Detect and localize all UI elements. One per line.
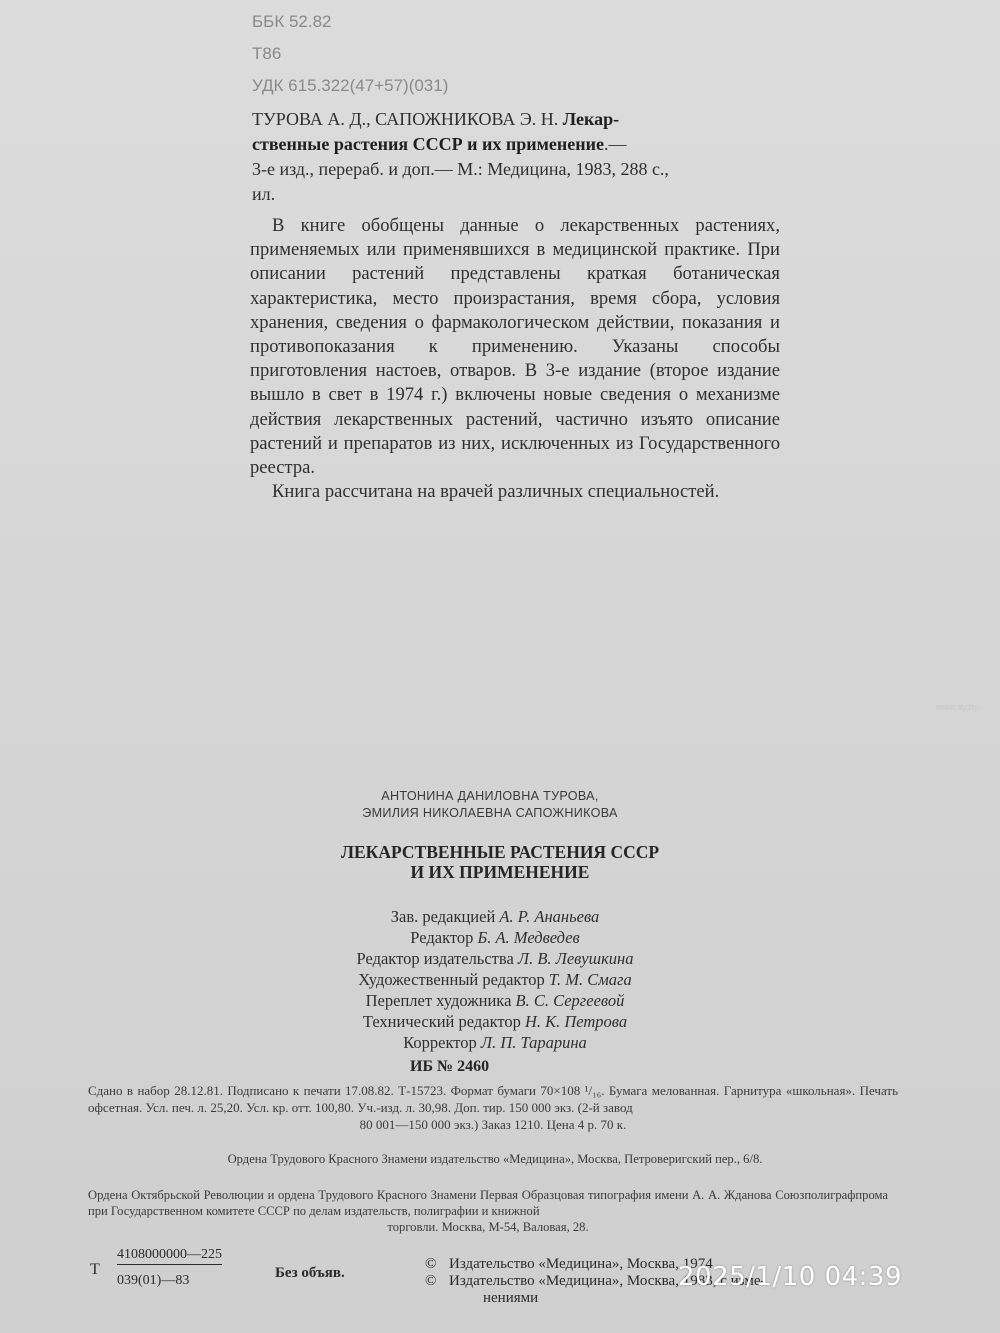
book-title-line-2: И ИХ ПРИМЕНЕНИЕ bbox=[410, 862, 590, 882]
ib-number: ИБ № 2460 bbox=[410, 1058, 490, 1075]
printer-info-end: торговли. Москва, М-54, Валовая, 28. bbox=[387, 1220, 589, 1234]
biblio-title-dash: .— bbox=[603, 134, 627, 154]
bibliographic-entry bbox=[252, 107, 787, 207]
copyright-text-2-end: нениями bbox=[483, 1290, 539, 1306]
author-1: АНТОНИНА ДАНИЛОВНА ТУРОВА, bbox=[381, 789, 599, 803]
printer-info-main: Ордена Октябрьской Революции и ордена Трудового Красного Знамени Первая Образцовая типография имени А. А. Жданова Союзполиграфпрома при Государственном комитете СССР по делам издательств, полиграфии и книжной bbox=[88, 1188, 888, 1218]
staff-name: Б. А. Медведев bbox=[477, 928, 580, 947]
classification-codes bbox=[252, 6, 448, 102]
book-title bbox=[290, 842, 710, 882]
staff-name: В. С. Сергеевой bbox=[515, 991, 625, 1010]
print-details bbox=[88, 1082, 898, 1133]
staff-role: Редактор bbox=[410, 928, 474, 947]
biblio-illustrations: ил. bbox=[252, 184, 276, 204]
biblio-title-part2: ственные растения СССР и их применение bbox=[252, 134, 604, 154]
site-watermark: www.ay.by bbox=[936, 702, 979, 712]
copyright-icon: © bbox=[425, 1256, 437, 1272]
staff-role: Технический редактор bbox=[362, 1012, 521, 1031]
staff-row bbox=[305, 1011, 685, 1032]
staff-role: Художественный редактор bbox=[358, 970, 545, 989]
staff-row bbox=[305, 927, 685, 948]
print-details-line-1: Сдано в набор 28.12.81. Подписано к печати 17.08.82. Т-15723. Формат бумаги 70×108 ¹/₁₆. Бумага мелованная. Гарнитура «школьная». Печать офсетная. Усл. печ. л. 25,20. Усл. кр. отт. 100,80. Уч.-изд. л. 30,98. Доп. тир. 150 000 экз. (2-й завод bbox=[88, 1083, 898, 1115]
staff-name: А. Р. Ананьева bbox=[499, 907, 600, 926]
staff-row bbox=[305, 1032, 685, 1053]
annotation-paragraph-2: Книга рассчитана на врачей различных специальностей. bbox=[272, 481, 720, 503]
photo-timestamp: 2025/1/10 04:39 bbox=[678, 1262, 903, 1292]
staff-role: Корректор bbox=[403, 1033, 477, 1052]
annotation bbox=[250, 214, 780, 504]
biblio-edition: 3-е изд., перераб. и доп.— М.: Медицина, 1983, 288 с., bbox=[252, 159, 669, 179]
biblio-authors: ТУРОВА А. Д., САПОЖНИКОВА Э. Н. bbox=[252, 109, 559, 129]
udk-code: УДК 615.322(47+57)(031) bbox=[252, 76, 449, 95]
staff-role: Зав. редакцией bbox=[390, 907, 496, 926]
staff-name: Т. М. Смага bbox=[548, 970, 632, 989]
author-names bbox=[300, 788, 680, 822]
copyright-icon: © bbox=[425, 1273, 437, 1289]
staff-name: Л. П. Тарарина bbox=[480, 1033, 587, 1052]
printer-info bbox=[88, 1187, 888, 1235]
print-details-line-2: 80 001—150 000 экз.) Заказ 1210. Цена 4 р. 70 к. bbox=[359, 1117, 627, 1132]
fraction-letter: Т bbox=[90, 1261, 100, 1278]
staff-role: Редактор издательства bbox=[356, 949, 514, 968]
staff-list bbox=[305, 906, 685, 1053]
copyright-text-1: Издательство «Медицина», Москва, 1974 bbox=[449, 1256, 713, 1272]
biblio-title-part1: Лекар- bbox=[562, 109, 620, 129]
publisher-info: Ордена Трудового Красного Знамени издательство «Медицина», Москва, Петроверигский пер., 6/8. bbox=[227, 1152, 763, 1166]
t-code: Т86 bbox=[252, 44, 282, 63]
staff-name: Н. К. Петрова bbox=[525, 1012, 628, 1031]
staff-row bbox=[305, 906, 685, 927]
staff-role: Переплет художника bbox=[365, 991, 512, 1010]
staff-name: Л. В. Левушкина bbox=[517, 949, 634, 968]
author-2: ЭМИЛИЯ НИКОЛАЕВНА САПОЖНИКОВА bbox=[362, 806, 618, 820]
bbk-code: ББК 52.82 bbox=[252, 12, 332, 31]
annotation-paragraph-1: В книге обобщены данные о лекарственных растениях, применяемых или применявшихся в медицинской практике. При описании растений представлены краткая ботаническая характеристика, место произрастания, время сбора, условия хранения, сведения о фармакологическом действии, показания и противопоказания к применению. Указаны способы приготовления настоев, отваров. В 3-е издание (второе издание вышло в свет в 1974 г.) включены новые сведения о механизме действия лекарственных растений, частично изъято описание растений и препаратов из них, исключенных из Государственного реестра. bbox=[250, 215, 780, 479]
staff-row bbox=[305, 990, 685, 1011]
book-title-line-1: ЛЕКАРСТВЕННЫЕ РАСТЕНИЯ СССР bbox=[340, 842, 660, 862]
no-ads-note: Без объяв. bbox=[275, 1265, 345, 1281]
fraction-numerator: 4108000000—225 bbox=[117, 1247, 222, 1265]
staff-row bbox=[305, 948, 685, 969]
staff-row bbox=[305, 969, 685, 990]
copyright-text-2: Издательство «Медицина», Москва, 1983, с изме- bbox=[449, 1273, 766, 1289]
fraction-denominator: 039(01)—83 bbox=[117, 1273, 190, 1288]
